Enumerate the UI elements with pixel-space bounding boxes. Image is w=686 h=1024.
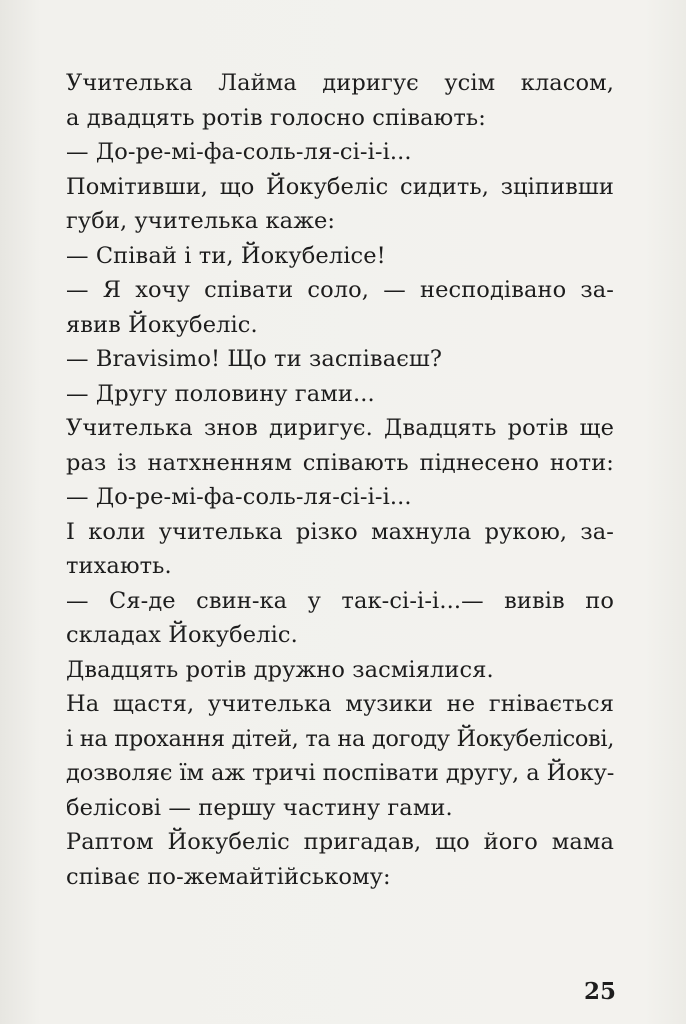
text-line: Учителька Лайма диригує усім класом, — [66, 70, 614, 96]
text-line: і на прохання дітей, та на догоду Йокубелісові, — [66, 725, 614, 752]
text-line: І коли учителька різко махнула рукою, за- — [66, 518, 614, 545]
text-line: складах Йокубеліс. — [66, 622, 298, 648]
text-line: На щастя, учителька музики не гнівається — [66, 691, 614, 717]
text-line: — Bravisimo! Що ти заспіваєш? — [66, 346, 443, 372]
text-line: — Співай і ти, Йокубелісе! — [66, 242, 386, 269]
body-text — [66, 66, 614, 894]
text-line: а двадцять ротів голосно співають: — [66, 104, 486, 131]
text-line: — Ся-де свин-ка у так-сі-і-і...— вивів по — [66, 587, 614, 614]
text-line: раз із натхненням співають піднесено ноти: — [66, 449, 614, 476]
text-line: Двадцять ротів дружно засміялися. — [66, 656, 494, 683]
text-line: явив Йокубеліс. — [66, 311, 258, 338]
text-line: губи, учителька каже: — [66, 208, 336, 234]
text-line: Раптом Йокубеліс пригадав, що його мама — [66, 829, 614, 855]
text-line: — Я хочу співати соло, — несподівано за- — [66, 277, 614, 303]
text-line: співає по-жемайтійському: — [66, 863, 391, 890]
text-line: белісові — першу частину гами. — [66, 794, 453, 821]
text-line: — Другу половину гами... — [66, 380, 375, 407]
text-line: Учителька знов диригує. Двадцять ротів ще — [66, 415, 614, 441]
text-line: дозволяє їм аж тричі поспівати другу, а Йоку- — [66, 760, 615, 786]
page-number: 25 — [583, 978, 616, 1005]
text-line: — До-ре-мі-фа-соль-ля-сі-і-і... — [66, 139, 412, 165]
text-line: тихають. — [66, 553, 172, 579]
text-line: — До-ре-мі-фа-соль-ля-сі-і-і... — [66, 484, 412, 510]
text-line: Помітивши, що Йокубеліс сидить, зціпивши — [66, 173, 614, 200]
